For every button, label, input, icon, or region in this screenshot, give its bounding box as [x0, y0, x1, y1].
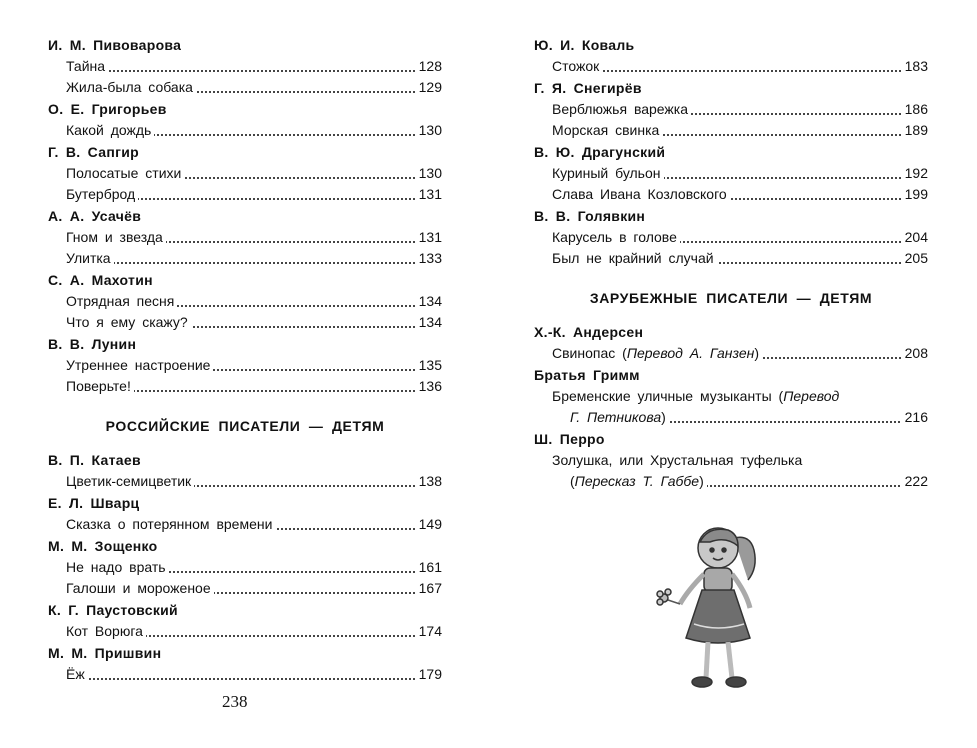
entry-title: Куриный бульон — [552, 165, 664, 181]
author-name: О. Е. Григорьев — [48, 101, 167, 117]
translator-note-1: Перевод — [783, 388, 840, 404]
section-heading-foreign: ЗАРУБЕЖНЫЕ ПИСАТЕЛИ — ДЕТЯМ — [589, 290, 873, 306]
entry-page: 183 — [901, 56, 928, 77]
entry-title: Поверьте! — [66, 378, 134, 394]
author-grimm: Братья Гримм — [534, 367, 640, 383]
author-name: И. М. Пивоварова — [48, 37, 182, 53]
toc-entry[interactable] — [66, 514, 442, 535]
author-andersen: Х.-К. Андерсен — [534, 324, 644, 340]
entry-title: Что я ему скажу? — [66, 314, 191, 330]
entry-title: Ёж — [66, 666, 88, 682]
entry-title: Бутерброд — [66, 186, 138, 202]
toc-entry[interactable] — [66, 248, 442, 269]
entry-title: Морская свинка — [552, 122, 662, 138]
left-toc-groups-bottom — [48, 449, 442, 685]
entry-title: Слава Ивана Козловского — [552, 186, 730, 202]
toc-entry[interactable] — [66, 664, 442, 685]
entry-title: Жила-была собака — [66, 79, 196, 95]
entry-page: 131 — [415, 227, 442, 248]
entry-page: 186 — [901, 99, 928, 120]
toc-entry-svinopas[interactable]: Свинопас (Перевод А. Ганзен) 208 — [552, 343, 928, 364]
toc-entry[interactable] — [66, 120, 442, 141]
entry-page: 192 — [901, 163, 928, 184]
entry-title: Тайна — [66, 58, 108, 74]
author-name: В. В. Голявкин — [534, 208, 646, 224]
toc-entry[interactable] — [66, 312, 442, 333]
author-name: В. Ю. Драгунский — [534, 144, 666, 160]
toc-entry[interactable] — [552, 227, 928, 248]
dot-leader — [66, 678, 442, 680]
author-name: К. Г. Паустовский — [48, 602, 178, 618]
entry-title: Улитка — [66, 250, 114, 266]
author-name: Е. Л. Шварц — [48, 495, 140, 511]
entry-title: Какой дождь — [66, 122, 154, 138]
entry-page: 205 — [901, 248, 928, 269]
toc-entry[interactable] — [552, 163, 928, 184]
toc-entry[interactable] — [66, 376, 442, 397]
entry-title: Стожок — [552, 58, 602, 74]
author-name: М. М. Зощенко — [48, 538, 158, 554]
entry-title: Верблюжья варежка — [552, 101, 691, 117]
entry-title: Свинопас — [552, 345, 616, 361]
toc-entry[interactable] — [552, 99, 928, 120]
author-name: Г. В. Сапгир — [48, 144, 139, 160]
entry-title: Карусель в голове — [552, 229, 680, 245]
entry-page: 134 — [415, 291, 442, 312]
author-name: Ю. И. Коваль — [534, 37, 635, 53]
toc-entry[interactable] — [66, 355, 442, 376]
author-name: В. В. Лунин — [48, 336, 137, 352]
toc-entry[interactable] — [552, 184, 928, 205]
page-number: 238 — [222, 692, 248, 711]
toc-entry[interactable] — [66, 184, 442, 205]
left-toc-column — [48, 34, 442, 685]
entry-page: 161 — [415, 557, 442, 578]
entry-page: 131 — [415, 184, 442, 205]
entry-page: 128 — [415, 56, 442, 77]
entry-page: 130 — [415, 120, 442, 141]
entry-page: 136 — [415, 376, 442, 397]
entry-title: Кот Ворюга — [66, 623, 146, 639]
girl-with-flower-illustration — [650, 520, 780, 700]
right-toc-groups-top — [534, 34, 928, 269]
entry-page: 167 — [415, 578, 442, 599]
toc-entry[interactable] — [66, 578, 442, 599]
toc-entry-cinderella[interactable]: Золушка, или Хрустальная туфелька (Пересказ Т. Габбе) 222 — [552, 450, 928, 492]
entry-title: Был не крайний случай — [552, 250, 717, 266]
entry-page: 179 — [415, 664, 442, 685]
toc-entry[interactable] — [552, 56, 928, 77]
entry-page: 199 — [901, 184, 928, 205]
toc-entry[interactable] — [66, 163, 442, 184]
entry-title: Галоши и мороженое — [66, 580, 214, 596]
entry-page: 135 — [415, 355, 442, 376]
entry-page: 130 — [415, 163, 442, 184]
entry-title: Отрядная песня — [66, 293, 177, 309]
dot-leader — [66, 70, 442, 72]
entry-title: Гном и звезда — [66, 229, 166, 245]
entry-page: 222 — [901, 471, 928, 492]
dot-leader — [66, 262, 442, 264]
toc-entry-bremen[interactable]: Бременские уличные музыканты (Перевод Г. Петникова) 216 — [552, 386, 928, 428]
author-name: М. М. Пришвин — [48, 645, 162, 661]
toc-entry[interactable] — [66, 471, 442, 492]
author-perrault: Ш. Перро — [534, 431, 605, 447]
entry-title: Бременские уличные музыканты — [552, 388, 772, 404]
entry-title: Не надо врать — [66, 559, 169, 575]
dot-leader — [552, 70, 928, 72]
section-heading-russian: РОССИЙСКИЕ ПИСАТЕЛИ — ДЕТЯМ — [105, 418, 385, 434]
entry-page: 138 — [415, 471, 442, 492]
toc-entry[interactable] — [552, 248, 928, 269]
author-name: В. П. Катаев — [48, 452, 141, 468]
toc-entry[interactable] — [66, 56, 442, 77]
toc-entry[interactable] — [552, 120, 928, 141]
author-name: А. А. Усачёв — [48, 208, 142, 224]
entry-page: 129 — [415, 77, 442, 98]
toc-entry[interactable] — [66, 227, 442, 248]
translator-note: Пересказ Т. Габбе — [574, 473, 700, 489]
toc-entry[interactable] — [66, 291, 442, 312]
toc-entry[interactable] — [66, 77, 442, 98]
author-name: С. А. Махотин — [48, 272, 153, 288]
toc-entry[interactable] — [66, 621, 442, 642]
left-toc-groups-top — [48, 34, 442, 397]
entry-page: 189 — [901, 120, 928, 141]
entry-page: 174 — [415, 621, 442, 642]
translator-note: Перевод А. Ганзен — [626, 345, 755, 361]
translator-note-2: Г. Петникова — [570, 409, 662, 425]
entry-page: 208 — [901, 343, 928, 364]
author-name: Г. Я. Снегирёв — [534, 80, 642, 96]
toc-entry[interactable] — [66, 557, 442, 578]
entry-title: Цветик-семицветик — [66, 473, 194, 489]
entry-title: Сказка о потерянном времени — [66, 516, 275, 532]
entry-page: 216 — [901, 407, 928, 428]
right-toc-column — [534, 34, 928, 492]
entry-title: Золушка, или Хрустальная туфелька — [552, 452, 803, 468]
entry-page: 204 — [901, 227, 928, 248]
entry-title: Полосатые стихи — [66, 165, 184, 181]
entry-page: 134 — [415, 312, 442, 333]
entry-page: 133 — [415, 248, 442, 269]
entry-page: 149 — [415, 514, 442, 535]
entry-title: Утреннее настроение — [66, 357, 213, 373]
